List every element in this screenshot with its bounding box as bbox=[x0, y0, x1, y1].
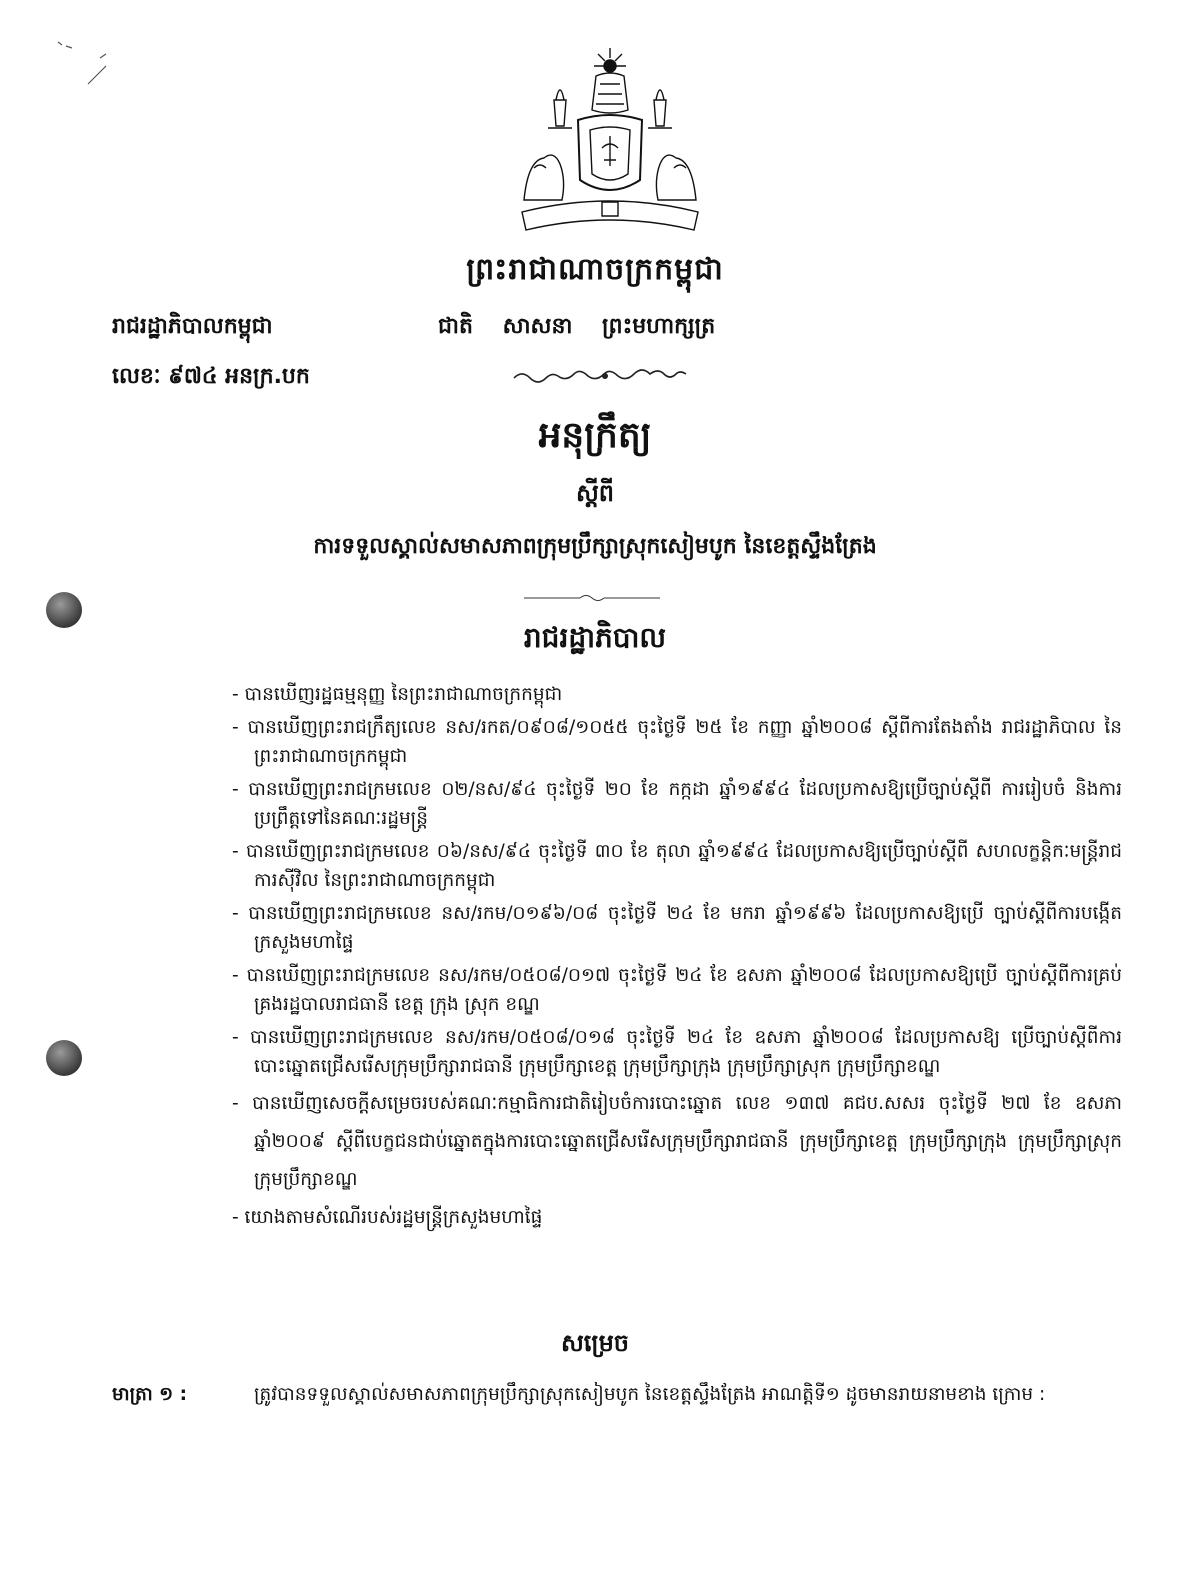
pen-mark bbox=[40, 30, 110, 90]
punch-hole bbox=[46, 1040, 82, 1076]
list-item: - បានឃើញព្រះរាជក្រឹត្យលេខ នស/រកត/០៩០៨/១០៥៥ ចុះថ្ងៃទី ២៥ ខែ កញ្ញា ឆ្នាំ២០០៨ ស្តីពីការតែងតាំង រាជរដ្ឋាភិបាល នៃព្រះរាជាណាចក្រកម្ពុជា bbox=[232, 717, 1122, 767]
list-item: - បានឃើញព្រះរាជក្រមលេខ ០២/នស/៩៤ ចុះថ្ងៃទី ២០ ខែ កក្កដា ឆ្នាំ១៩៩៤ ដែលប្រកាសឱ្យប្រើច្បាប់ស្តីពី ការរៀបចំ និងការប្រព្រឹត្តទៅនៃគណៈរដ្ឋមន្ត្រី bbox=[232, 779, 1122, 829]
kingdom-heading: ព្រះរាជាណាចក្រកម្ពុជា bbox=[466, 252, 724, 287]
list-item: - បានឃើញព្រះរាជក្រមលេខ ០៦/នស/៩៤ ចុះថ្ងៃទី ៣០ ខែ តុលា ឆ្នាំ១៩៩៤ ដែលប្រកាសឱ្យប្រើច្បាប់ស្តីពី សហលក្ខន្តិកៈមន្ត្រីរាជការស៊ីវិល នៃព្រះរាជាណាចក្រកម្ពុជា bbox=[232, 841, 1122, 891]
decree-subtitle: ការទទួលស្គាល់សមាសភាពក្រុមប្រឹក្សាស្រុកសៀមបូក នៃខេត្តស្ទឹងត្រែង bbox=[313, 534, 877, 559]
list-item: - យោងតាមសំណើរបស់រដ្ឋមន្ត្រីក្រសួងមហាផ្ទៃ bbox=[232, 1207, 543, 1228]
article-text: ត្រូវបានទទួលស្គាល់សមាសភាពក្រុមប្រឹក្សាស្រុកសៀមបូក នៃខេត្តស្ទឹងត្រែង អាណត្តិទី១ ដូចមានរាយនាមខាង ក្រោម : bbox=[254, 1384, 1046, 1405]
article-label: មាត្រា ១ : bbox=[112, 1384, 188, 1405]
list-item: - បានឃើញរដ្ឋធម្មនុញ្ញ នៃព្រះរាជាណាចក្រកម្ពុជា bbox=[232, 684, 563, 705]
government-heading: រាជរដ្ឋាភិបាល bbox=[523, 621, 667, 654]
list-item: - បានឃើញសេចក្តីសម្រេចរបស់គណៈកម្មាធិការជាតិរៀបចំការបោះឆ្នោត លេខ ១៣៧ គជប.សសរ ចុះថ្ងៃទី ២៧ ខែ ឧសភា ឆ្នាំ២០០៩ ស្តីពីបេក្ខជនជាប់ឆ្នោតក្នុងការបោះឆ្នោតជ្រើសរើសក្រុមប្រឹក្សារាជធានី ក្រុមប្រឹក្សាខេត្ត ក្រុមប្រឹក្សាក្រុង ក្រុមប្រឹក្សាស្រុក ក្រុមប្រឹក្សាខណ្ឌ bbox=[232, 1093, 1122, 1190]
article-1 bbox=[112, 1380, 1122, 1410]
document-number: លេខៈ ៩៧៤ អនក្រ.បក bbox=[112, 364, 310, 389]
royal-emblem-icon bbox=[510, 40, 710, 240]
list-item: - បានឃើញព្រះរាជក្រមលេខ នស/រកម/០៥០៨/០១៨ ចុះថ្ងៃទី ២៤ ខែ ឧសភា ឆ្នាំ២០០៨ ដែលប្រកាសឱ្យ ប្រើច្បាប់ស្តីពីការបោះឆ្នោតជ្រើសរើសក្រុមប្រឹក្សារាជធានី ក្រុមប្រឹក្សាខេត្ត ក្រុមប្រឹក្សាក្រុង ក្រុមប្រឹក្សាស្រុក ក្រុមប្រឹក្សាខណ្ឌ bbox=[232, 1027, 1122, 1077]
divider-line bbox=[522, 592, 662, 604]
national-motto: ជាតិ សាសនា ព្រះមហាក្សត្រ bbox=[438, 314, 716, 339]
ministry-name: រាជរដ្ឋាភិបាលកម្ពុជា bbox=[112, 314, 273, 339]
decree-title: អនុក្រឹត្យ bbox=[538, 415, 652, 456]
list-item: - បានឃើញព្រះរាជក្រមលេខ នស/រកម/០៥០៨/០១៧ ចុះថ្ងៃទី ២៤ ខែ ឧសភា ឆ្នាំ២០០៨ ដែលប្រកាសឱ្យប្រើ ច្បាប់ស្តីពីការគ្រប់គ្រងរដ្ឋបាលរាជធានី ខេត្ត ក្រុង ស្រុក ខណ្ឌ bbox=[232, 965, 1122, 1015]
list-item: - បានឃើញព្រះរាជក្រមលេខ នស/រកម/០១៩៦/០៨ ចុះថ្ងៃទី ២៤ ខែ មករា ឆ្នាំ១៩៩៦ ដែលប្រកាសឱ្យប្រើ ច្បាប់ស្តីពីការបង្កើតក្រសួងមហាផ្ទៃ bbox=[232, 903, 1123, 953]
decision-heading: សម្រេច bbox=[560, 1329, 630, 1357]
considerations-list bbox=[232, 680, 1122, 1236]
subject-word: ស្តីពី bbox=[575, 479, 615, 507]
ornament-divider-icon bbox=[510, 366, 700, 386]
